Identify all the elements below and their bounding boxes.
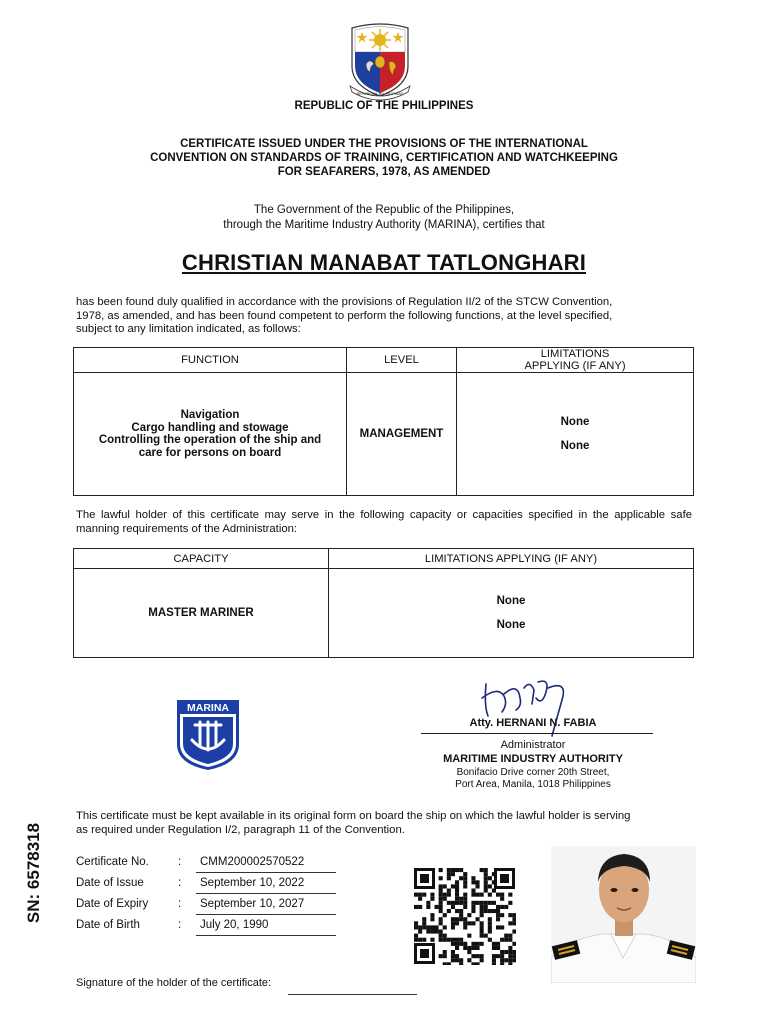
function-item: care for persons on board	[138, 446, 282, 459]
qualification-line: has been found duly qualified in accordance with the provisions of Regulation II/2 of the STCW Convention,	[76, 296, 613, 308]
qr-code-icon	[413, 867, 516, 965]
country-heading: REPUBLIC OF THE PHILIPPINES	[294, 100, 474, 112]
function-item: Cargo handling and stowage	[131, 421, 289, 434]
detail-underline	[196, 872, 336, 873]
detail-colon: :	[178, 898, 182, 910]
signature-line	[421, 733, 653, 734]
keep-on-board-notice	[76, 810, 694, 837]
certificate-title-line: CONVENTION ON STANDARDS OF TRAINING, CERTIFICATION AND WATCHKEEPING	[150, 152, 618, 164]
capacity-statement: The lawful holder of this certificate may serve in the following capacity or capacities specified in the applicable safe manning requirements of the Administration:	[76, 509, 692, 535]
holder-signature-label: Signature of the holder of the certificate:	[76, 977, 272, 989]
limitation-value: None	[496, 595, 526, 607]
detail-colon: :	[178, 877, 182, 889]
level-header: LEVEL	[347, 348, 457, 373]
limitations-header-line: APPLYING (IF ANY)	[524, 360, 626, 372]
limitation-value: None	[496, 618, 526, 631]
certifies-statement	[100, 203, 668, 233]
limitation-value: None	[560, 416, 590, 428]
level-cell: MANAGEMENT	[347, 373, 457, 496]
date-of-issue: September 10, 2022	[200, 877, 305, 889]
address-line: Bonifacio Drive corner 20th Street,	[456, 767, 610, 778]
holder-name: CHRISTIAN MANABAT TATLONGHARI	[181, 250, 587, 275]
seal-caption: REPUBLIKA NG PILIPINAS	[356, 91, 404, 96]
qualification-line: 1978, as amended, and has been found competent to perform the following functions, at the level specified,	[76, 309, 613, 322]
detail-underline	[196, 914, 336, 915]
certifies-line: through the Maritime Industry Authority (MARINA), certifies that	[223, 219, 545, 231]
capacity-cell: MASTER MARINER	[74, 569, 329, 658]
serial-number	[14, 818, 54, 928]
capacity-limitations-cell	[329, 569, 694, 658]
limitation-value: None	[560, 439, 590, 452]
qualification-line: subject to any limitation indicated, as follows:	[76, 323, 301, 335]
notice-line: This certificate must be kept available in its original form on board the ship on which the lawful holder is serving	[76, 810, 631, 822]
functions-cell	[74, 373, 347, 496]
detail-underline	[196, 935, 336, 936]
signatory-organization: MARITIME INDUSTRY AUTHORITY	[443, 753, 623, 765]
detail-label: Date of Birth	[76, 919, 140, 931]
detail-label: Date of Issue	[76, 877, 144, 889]
certificate-title	[100, 137, 668, 179]
serial-number-text: SN: 6578318	[24, 822, 43, 924]
holder-photo	[551, 846, 696, 983]
detail-label: Date of Expiry	[76, 898, 149, 910]
certifies-line: The Government of the Republic of the Philippines,	[253, 204, 515, 216]
certificate-title-line: FOR SEAFARERS, 1978, AS AMENDED	[277, 166, 491, 178]
function-item: Controlling the operation of the ship and	[98, 434, 322, 446]
signatory-address	[412, 767, 654, 791]
marina-logo-text: MARINA	[187, 702, 229, 714]
marina-logo-icon	[175, 698, 241, 772]
notice-line: as required under Regulation I/2, paragraph 11 of the Convention.	[76, 823, 405, 836]
capacity-limitations-header: LIMITATIONS APPLYING (IF ANY)	[329, 549, 694, 569]
function-header: FUNCTION	[74, 348, 347, 373]
detail-label: Certificate No.	[76, 856, 149, 868]
signatory-role: Administrator	[500, 739, 566, 751]
limitations-header-line: LIMITATIONS	[540, 348, 610, 360]
philippine-seal-icon	[344, 22, 416, 102]
capacity-table	[73, 548, 694, 658]
signatory-name: Atty. HERNANI N. FABIA	[469, 717, 597, 729]
holder-signature-line	[288, 994, 417, 995]
detail-colon: :	[178, 856, 182, 868]
functions-table	[73, 347, 694, 496]
qualification-statement	[76, 296, 694, 337]
detail-colon: :	[178, 919, 182, 931]
function-item: Navigation	[180, 409, 240, 421]
certificate-title-line: CERTIFICATE ISSUED UNDER THE PROVISIONS OF THE INTERNATIONAL	[180, 138, 588, 150]
date-of-birth: July 20, 1990	[200, 919, 269, 931]
date-of-expiry: September 10, 2027	[200, 898, 305, 910]
certificate-number: CMM200002570522	[200, 856, 305, 868]
address-line: Port Area, Manila, 1018 Philippines	[455, 779, 611, 790]
capacity-header: CAPACITY	[74, 549, 329, 569]
function-limitations-cell	[457, 373, 694, 496]
limitations-header	[457, 348, 694, 373]
detail-underline	[196, 893, 336, 894]
